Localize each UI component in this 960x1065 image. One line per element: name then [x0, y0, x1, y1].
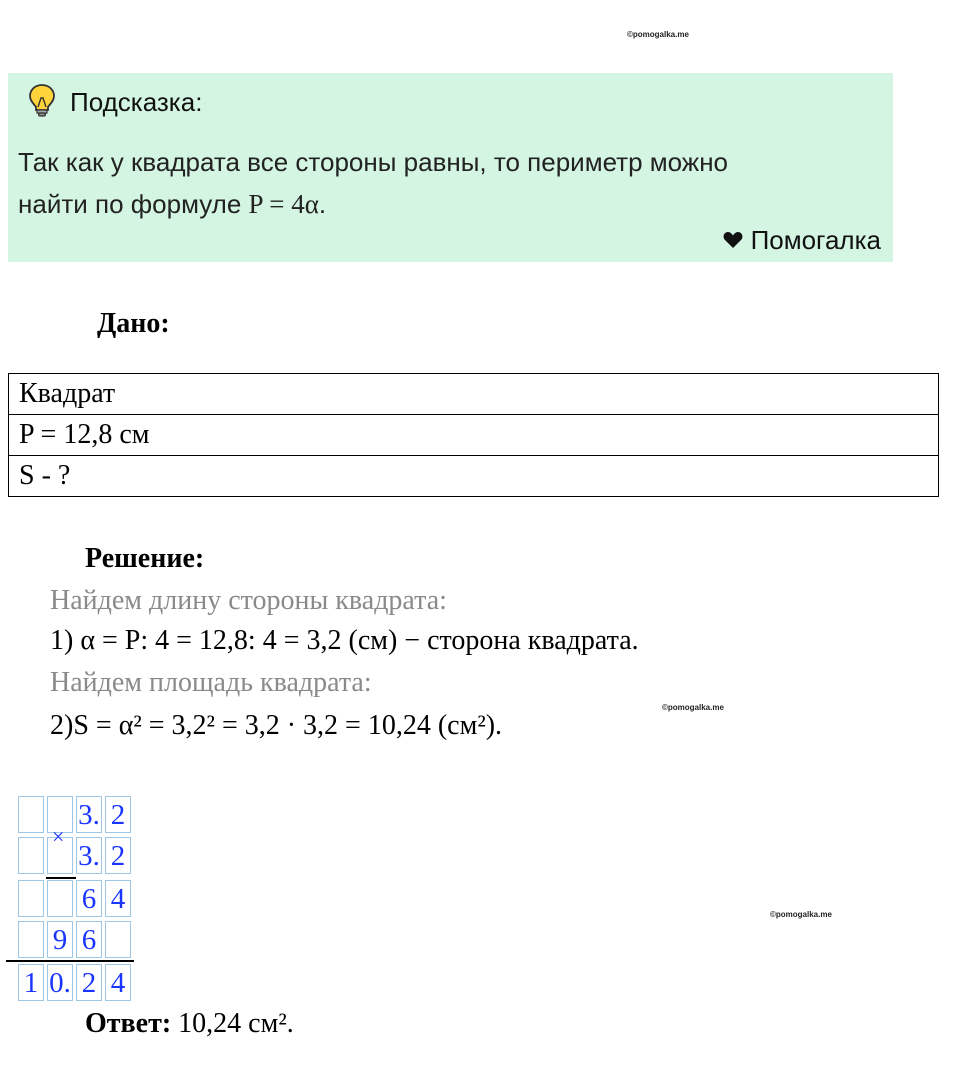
solution-step-caption: Найдем площадь квадрата:	[50, 667, 372, 698]
digit-cell: 9	[47, 921, 73, 958]
digit-cell	[105, 921, 131, 958]
watermark: ©pomogalka.me	[770, 910, 832, 919]
hint-text	[18, 141, 878, 225]
answer	[85, 1008, 294, 1040]
given-cell: P = 12,8 см	[9, 415, 939, 456]
hint-box	[8, 73, 893, 262]
answer-value: 10,24 см².	[178, 1008, 294, 1039]
digit-cell	[18, 921, 44, 958]
hint-line-1: Так как у квадрата все стороны равны, то периметр можно	[18, 147, 729, 177]
digit-cell: 2	[105, 796, 131, 833]
underline	[46, 877, 76, 879]
given-cell: Квадрат	[9, 374, 939, 415]
digit-cell	[47, 880, 73, 917]
answer-label: Ответ:	[85, 1008, 172, 1039]
digit-cell	[18, 880, 44, 917]
given-table	[8, 373, 939, 497]
solution-step: 1) α = P: 4 = 12,8: 4 = 3,2 (см) − сторона квадрата.	[50, 625, 639, 656]
digit-cell: 3.	[76, 837, 102, 874]
given-heading: Дано:	[97, 308, 170, 339]
solution-heading: Решение:	[85, 543, 205, 574]
result-line	[6, 960, 134, 962]
digit-cell: 0.	[47, 964, 73, 1001]
digit-cell: 4	[105, 880, 131, 917]
multiply-sign: ×	[52, 824, 65, 849]
hint-signature	[723, 225, 881, 256]
hint-line-2-end: .	[318, 189, 327, 219]
hint-line-2	[18, 183, 878, 225]
digit-cell: 3.	[76, 796, 102, 833]
watermark: ©pomogalka.me	[627, 30, 689, 39]
digit-cell	[18, 796, 44, 833]
digit-cell: 1	[18, 964, 44, 1001]
watermark: ©pomogalka.me	[662, 703, 724, 712]
hint-title: Подсказка:	[70, 87, 203, 117]
given-row	[9, 415, 939, 456]
given-row	[9, 374, 939, 415]
digit-cell	[18, 837, 44, 874]
given-row	[9, 456, 939, 497]
digit-cell: 4	[105, 964, 131, 1001]
solution-step: 2)S = α² = 3,2² = 3,2 · 3,2 = 10,24 (см²).	[50, 710, 503, 741]
solution-step-caption: Найдем длину стороны квадрата:	[50, 585, 447, 616]
heart-icon	[723, 225, 743, 256]
signature-text: Помогалка	[750, 225, 881, 255]
hint-formula: P = 4α	[248, 189, 319, 219]
digit-cell: 6	[76, 921, 102, 958]
hint-header	[28, 83, 202, 122]
digit-cell: 2	[76, 964, 102, 1001]
digit-cell: 2	[105, 837, 131, 874]
lightbulb-icon	[28, 83, 56, 122]
digit-cell: 6	[76, 880, 102, 917]
hint-line-2-text: найти по формуле	[18, 189, 249, 219]
given-cell: S - ?	[9, 456, 939, 497]
